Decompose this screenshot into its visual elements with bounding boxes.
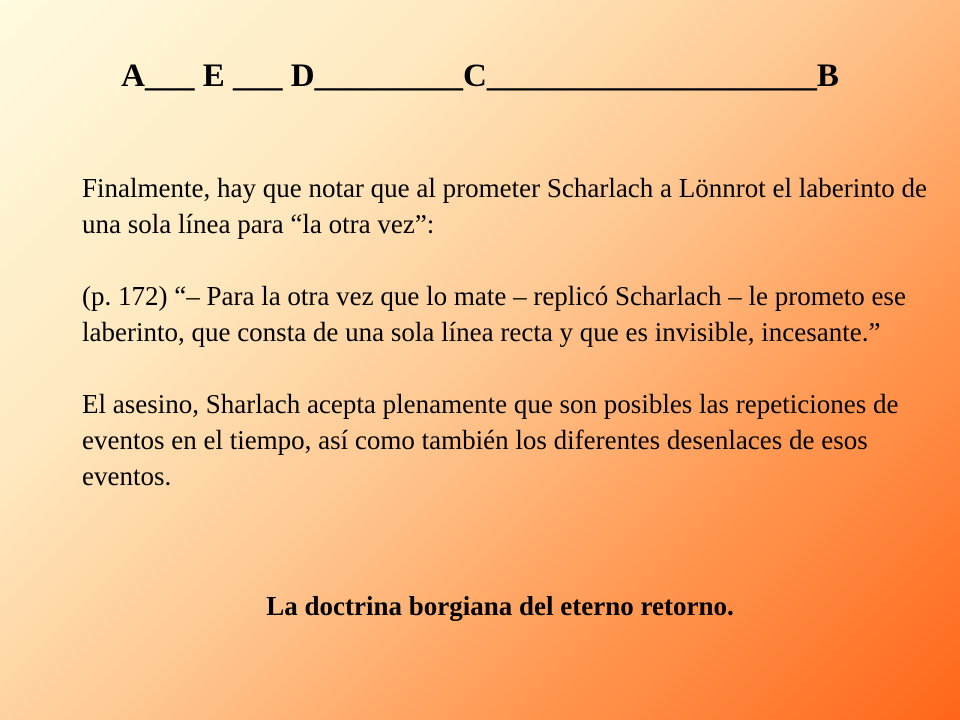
slide-body — [82, 170, 932, 494]
paragraph-analysis: El asesino, Sharlach acepta plenamente que son posibles las repeticiones de eventos en el tiempo, así como también los diferentes desenlaces de esos eventos. — [82, 389, 899, 491]
paragraph-quote: (p. 172) “– Para la otra vez que lo mate – replicó Scharlach – le prometo ese laberinto, que consta de una sola línea recta y que es invisible, incesante.” — [82, 281, 906, 347]
slide-conclusion: La doctrina borgiana del eterno retorno. — [266, 591, 734, 621]
slide-title: A___ E ___ D_________C____________________B — [121, 58, 839, 94]
paragraph-intro: Finalmente, hay que notar que al prometer Scharlach a Lönnrot el laberinto de una sola línea para “la otra vez”: — [82, 173, 927, 239]
